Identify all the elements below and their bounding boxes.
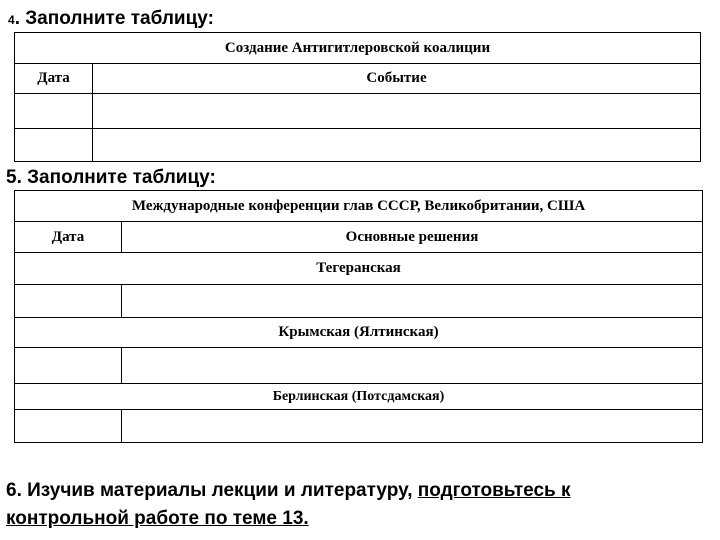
task4-number: 4 <box>8 13 15 27</box>
coalition-empty-cell[interactable] <box>93 129 701 162</box>
coalition-empty-cell[interactable] <box>93 94 701 129</box>
coalition-col-date: Дата <box>15 64 93 94</box>
conference-empty-cell[interactable] <box>15 410 122 443</box>
task6-underlined-line1: подготовьтесь к <box>417 480 571 501</box>
task6-underlined-line2: контрольной работе по теме 13. <box>6 508 309 529</box>
task4-heading-text: . Заполните таблицу: <box>14 8 214 29</box>
conference-tehran: Тегеранская <box>15 253 703 285</box>
coalition-table <box>14 32 701 162</box>
task4-heading <box>8 8 214 30</box>
task6-instruction <box>6 477 706 533</box>
conference-empty-cell[interactable] <box>122 285 703 318</box>
coalition-empty-cell[interactable] <box>15 94 93 129</box>
conferences-table <box>14 190 703 443</box>
conference-empty-cell[interactable] <box>122 348 703 384</box>
conference-yalta: Крымская (Ялтинская) <box>15 318 703 348</box>
coalition-col-event: Событие <box>93 64 701 94</box>
conferences-table-title: Международные конференции глав СССР, Великобритании, США <box>15 191 703 222</box>
conference-empty-cell[interactable] <box>15 348 122 384</box>
task6-text: 6. Изучив материалы лекции и литературу, <box>6 480 418 501</box>
task5-heading: 5. Заполните таблицу: <box>6 167 216 188</box>
conference-empty-cell[interactable] <box>122 410 703 443</box>
conference-empty-cell[interactable] <box>15 285 122 318</box>
conferences-col-date: Дата <box>15 222 122 253</box>
conferences-col-decisions: Основные решения <box>122 222 703 253</box>
conference-potsdam: Берлинская (Потсдамская) <box>15 384 703 410</box>
coalition-table-title: Создание Антигитлеровской коалиции <box>15 33 701 64</box>
coalition-empty-cell[interactable] <box>15 129 93 162</box>
